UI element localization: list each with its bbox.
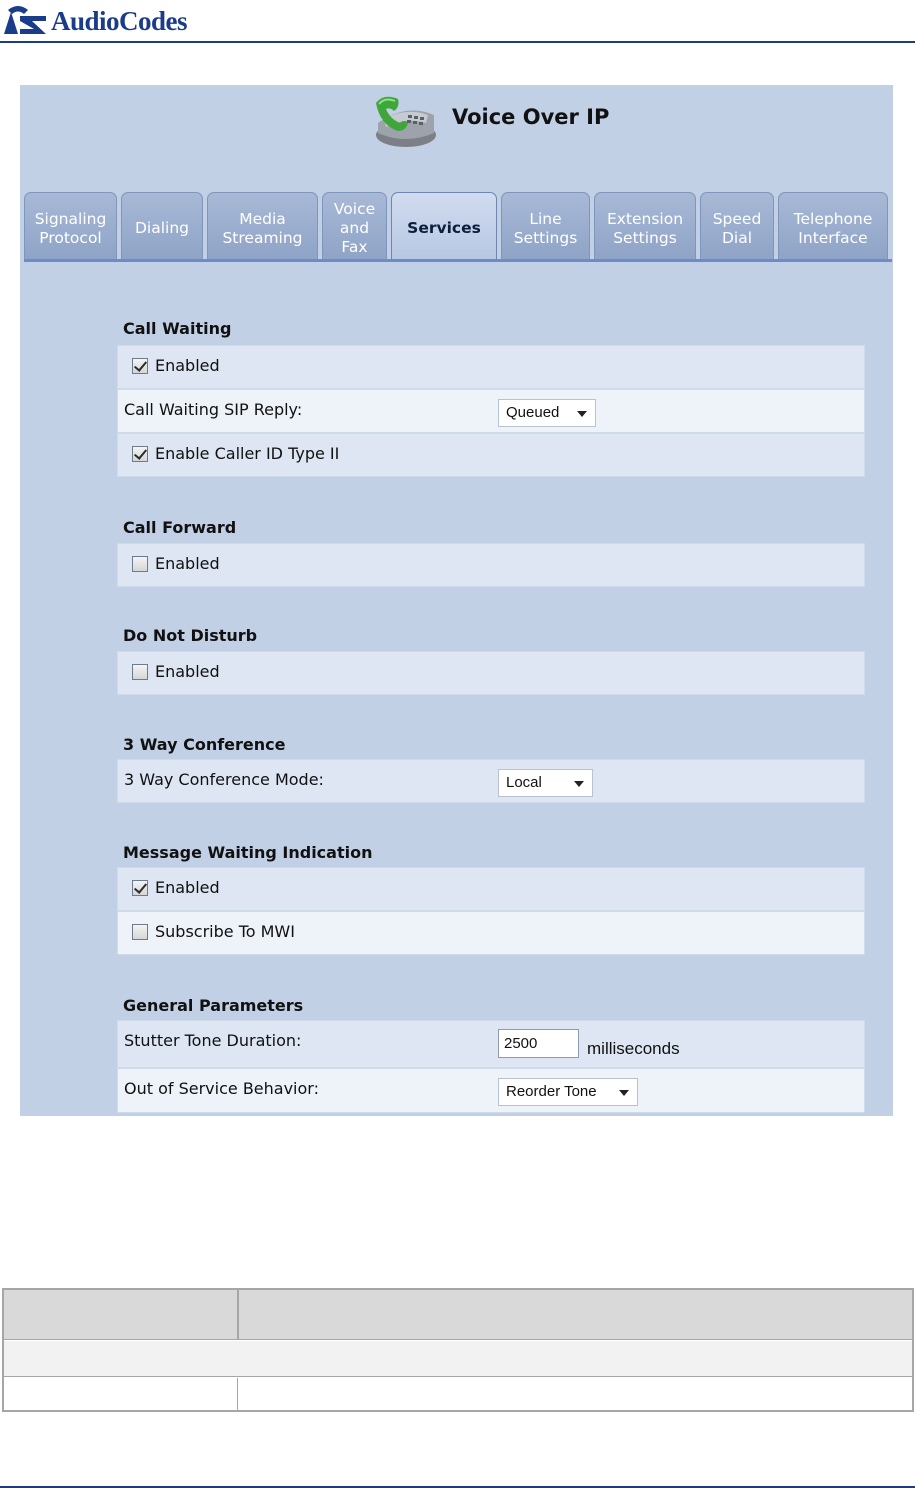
dnd-enabled-label: Enabled xyxy=(155,662,220,681)
table-column-divider xyxy=(237,1290,239,1340)
select-value: Queued xyxy=(506,404,560,421)
select-value: Reorder Tone xyxy=(506,1083,597,1100)
conference-mode-select[interactable] xyxy=(498,769,593,797)
tab-media-streaming[interactable] xyxy=(207,192,318,260)
conference-mode-row xyxy=(117,759,865,803)
header-rule xyxy=(0,41,915,43)
section-title-call-waiting: Call Waiting xyxy=(123,319,232,338)
tab-bar-baseline xyxy=(24,259,892,262)
table-header xyxy=(4,1290,912,1340)
tab-speed-dial[interactable] xyxy=(700,192,774,260)
chevron-down-icon xyxy=(574,781,584,787)
tab-label-line: Fax xyxy=(341,238,368,256)
tab-line-settings[interactable] xyxy=(501,192,590,260)
tab-label-line: Media xyxy=(239,209,286,228)
input-value: 2500 xyxy=(504,1035,538,1052)
call-forward-enabled-row xyxy=(117,543,865,587)
voip-settings-panel xyxy=(20,85,893,1116)
call-waiting-enabled-row xyxy=(117,345,865,389)
audiocodes-logo-icon xyxy=(2,4,48,38)
panel-title-bar xyxy=(20,85,893,165)
chevron-down-icon xyxy=(577,411,587,417)
subscribe-mwi-row xyxy=(117,911,865,955)
table-row xyxy=(4,1378,912,1410)
parameter-table xyxy=(2,1288,914,1412)
call-waiting-sip-reply-label: Call Waiting SIP Reply: xyxy=(124,400,303,419)
tab-label-line: Extension xyxy=(606,209,684,228)
tab-telephone-interface[interactable] xyxy=(778,192,888,260)
stutter-tone-input[interactable] xyxy=(498,1029,579,1058)
tab-label-line: Settings xyxy=(613,228,677,247)
tab-label-line: Signaling xyxy=(34,209,107,228)
phone-icon xyxy=(370,93,442,151)
tab-label-line: Telephone xyxy=(793,209,873,228)
out-of-service-row xyxy=(117,1068,865,1113)
tab-label-line: Line xyxy=(529,209,562,228)
caller-id-type-ii-label: Enable Caller ID Type II xyxy=(155,444,340,463)
subscribe-mwi-checkbox[interactable] xyxy=(132,924,148,940)
tab-label-line: Voice xyxy=(333,200,376,218)
stutter-tone-unit: milliseconds xyxy=(587,1039,680,1058)
caller-id-type-ii-checkbox[interactable] xyxy=(132,446,148,462)
call-waiting-enabled-label: Enabled xyxy=(155,356,220,375)
dnd-enabled-checkbox[interactable] xyxy=(132,664,148,680)
stutter-tone-label: Stutter Tone Duration: xyxy=(124,1031,302,1050)
tab-label-line: Settings xyxy=(513,228,578,247)
mwi-enabled-label: Enabled xyxy=(155,878,220,897)
chevron-down-icon xyxy=(619,1090,629,1096)
section-title-mwi: Message Waiting Indication xyxy=(123,843,373,862)
table-column-divider xyxy=(237,1378,238,1410)
section-title-do-not-disturb: Do Not Disturb xyxy=(123,626,258,645)
section-title-call-forward: Call Forward xyxy=(123,518,237,537)
call-waiting-sip-reply-select[interactable] xyxy=(498,399,596,427)
call-waiting-sip-reply-row xyxy=(117,389,865,433)
call-forward-enabled-label: Enabled xyxy=(155,554,220,573)
mwi-enabled-row xyxy=(117,867,865,911)
tab-label-line: Speed xyxy=(712,209,762,228)
tab-signaling-protocol[interactable] xyxy=(24,192,117,260)
audiocodes-logo xyxy=(2,3,187,39)
tab-label-line: Dialing xyxy=(134,219,189,237)
dnd-enabled-row xyxy=(117,651,865,695)
tab-label-line: Dial xyxy=(721,228,753,247)
out-of-service-label: Out of Service Behavior: xyxy=(124,1079,319,1098)
tab-label-line: Protocol xyxy=(39,228,102,247)
section-title-3-way-conference: 3 Way Conference xyxy=(123,735,286,754)
tab-extension-settings[interactable] xyxy=(594,192,696,260)
tab-label-line: Interface xyxy=(798,228,868,247)
tab-label-line: Services xyxy=(407,219,481,237)
stutter-tone-row xyxy=(117,1020,865,1068)
caller-id-row xyxy=(117,433,865,477)
tab-voice-and-fax[interactable] xyxy=(322,192,387,260)
table-section-row xyxy=(4,1341,912,1377)
page-header xyxy=(0,0,915,44)
select-value: Local xyxy=(506,774,542,791)
conference-mode-label: 3 Way Conference Mode: xyxy=(124,770,324,789)
call-forward-enabled-checkbox[interactable] xyxy=(132,556,148,572)
brand-name: AudioCodes xyxy=(51,5,188,36)
page-title: Voice Over IP xyxy=(452,105,610,129)
out-of-service-select[interactable] xyxy=(498,1078,638,1106)
subscribe-mwi-label: Subscribe To MWI xyxy=(155,922,295,941)
call-waiting-enabled-checkbox[interactable] xyxy=(132,358,148,374)
section-title-general-parameters: General Parameters xyxy=(123,996,304,1015)
tab-services[interactable] xyxy=(391,192,497,260)
tab-label-line: and xyxy=(339,219,370,237)
mwi-enabled-checkbox[interactable] xyxy=(132,880,148,896)
tab-dialing[interactable] xyxy=(121,192,203,260)
tab-label-line: Streaming xyxy=(222,228,303,247)
footer-rule xyxy=(0,1486,915,1488)
